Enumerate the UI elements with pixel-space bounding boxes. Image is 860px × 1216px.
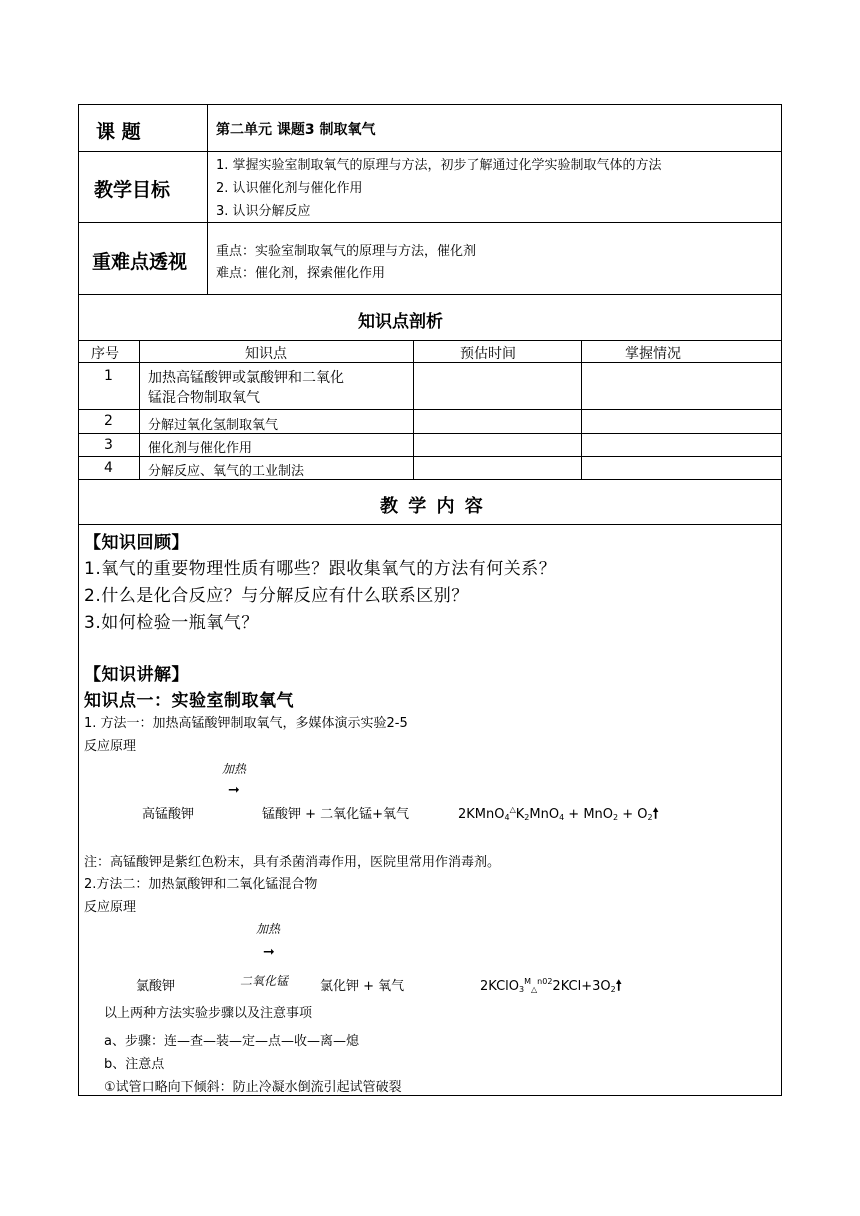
chemical-equation-2: $2KClO_3^M_\triangle^{n02}2KCl+3O_2🠕$ xyxy=(480,977,622,994)
column-header: 序号 xyxy=(91,346,119,362)
goal-item: 3. 认识分解反应 xyxy=(216,204,311,219)
note-text: 注：高锰酸钾是紫红色粉末，具有杀菌消毒作用，医院里常用作消毒剂。 xyxy=(84,855,501,870)
knowledge-point: 催化剂与催化作用 xyxy=(148,441,253,456)
reactant-name: 氯酸钾 xyxy=(136,979,176,994)
row-divider xyxy=(78,294,782,295)
column-divider xyxy=(581,340,582,479)
knowledge-point: 锰混合物制取氧气 xyxy=(148,390,260,406)
goal-item: 1. 掌握实验室制取氧气的原理与方法，初步了解通过化学实验制取气体的方法 xyxy=(216,158,662,173)
column-divider xyxy=(413,340,414,479)
point1-heading: 知识点一：实验室制取氧气 xyxy=(84,691,294,711)
knowledge-point: 分解过氧化氢制取氧气 xyxy=(148,418,279,433)
knowledge-point: 加热高锰酸钾或氯酸钾和二氧化 xyxy=(148,370,344,386)
knowledge-point: 分解反应、氧气的工业制法 xyxy=(148,464,305,479)
column-header: 掌握情况 xyxy=(625,346,681,362)
review-heading: 【知识回顾】 xyxy=(84,533,189,553)
principle-label: 反应原理 xyxy=(84,900,137,915)
arrow-icon: ➞ xyxy=(228,782,240,798)
goal-item: 2. 认识催化剂与催化作用 xyxy=(216,181,363,196)
reactant-name: 高锰酸钾 xyxy=(142,807,195,822)
column-divider xyxy=(207,104,208,294)
heat-condition: 加热 xyxy=(256,922,281,936)
review-question: 2.什么是化合反应？与分解反应有什么联系区别？ xyxy=(84,586,469,606)
row-divider xyxy=(78,409,782,410)
key-point: 难点：催化剂，探索催化作用 xyxy=(216,266,386,281)
principle-label: 反应原理 xyxy=(84,739,137,754)
up-arrow-icon: 🠕 xyxy=(615,978,622,994)
row-number: 1 xyxy=(104,368,113,384)
catalyst-condition: 二氧化锰 xyxy=(240,974,289,988)
steps-intro: 以上两种方法实验步骤以及注意事项 xyxy=(104,1006,313,1021)
review-question: 3.如何检验一瓶氧气？ xyxy=(84,613,259,633)
review-question: 1.氧气的重要物理性质有哪些？跟收集氧气的方法有何关系？ xyxy=(84,559,557,579)
row-number: 4 xyxy=(104,460,113,476)
column-header: 预估时间 xyxy=(460,346,516,362)
product-names: 氯化钾 + 氧气 xyxy=(320,979,405,994)
column-divider xyxy=(139,340,140,479)
row-divider xyxy=(78,222,782,223)
note-item: ①试管口略向下倾斜：防止冷凝水倒流引起试管破裂 xyxy=(104,1080,402,1095)
up-arrow-icon: 🠕 xyxy=(652,806,659,822)
row-divider xyxy=(78,433,782,434)
row-divider xyxy=(78,479,782,480)
chemical-equation-1: $2KMnO_4^\triangle K_2MnO_4 + MnO_2$ + $O_2🠕$ xyxy=(458,805,659,822)
analysis-title: 知识点剖析 xyxy=(358,312,443,332)
row-divider xyxy=(78,524,782,525)
explain-heading: 【知识讲解】 xyxy=(84,665,189,685)
arrow-icon: ➞ xyxy=(263,944,275,960)
method1-text: 1. 方法一：加热高锰酸钾制取氧气，多媒体演示实验2-5 xyxy=(84,716,408,731)
column-header: 知识点 xyxy=(245,346,287,362)
key-point: 重点：实验室制取氧气的原理与方法，催化剂 xyxy=(216,244,477,259)
content-title: 教 学 内 容 xyxy=(380,496,485,517)
topic-label: 课 题 xyxy=(96,121,141,143)
steps-text: a、步骤：连—查—装—定—点—收—离—熄 xyxy=(104,1034,359,1049)
key-label: 重难点透视 xyxy=(92,251,188,273)
heat-condition: 加热 xyxy=(222,762,247,776)
row-number: 3 xyxy=(104,437,113,453)
row-divider xyxy=(78,151,782,152)
topic-value: 第二单元 课题3 制取氧气 xyxy=(216,122,376,138)
row-divider xyxy=(78,340,782,341)
product-names: 锰酸钾 + 二氧化锰+氧气 xyxy=(262,807,410,822)
notes-label: b、注意点 xyxy=(104,1057,165,1072)
method2-text: 2.方法二：加热氯酸钾和二氧化锰混合物 xyxy=(84,877,318,892)
row-number: 2 xyxy=(104,413,113,429)
row-divider xyxy=(78,456,782,457)
goals-label: 教学目标 xyxy=(94,179,171,201)
